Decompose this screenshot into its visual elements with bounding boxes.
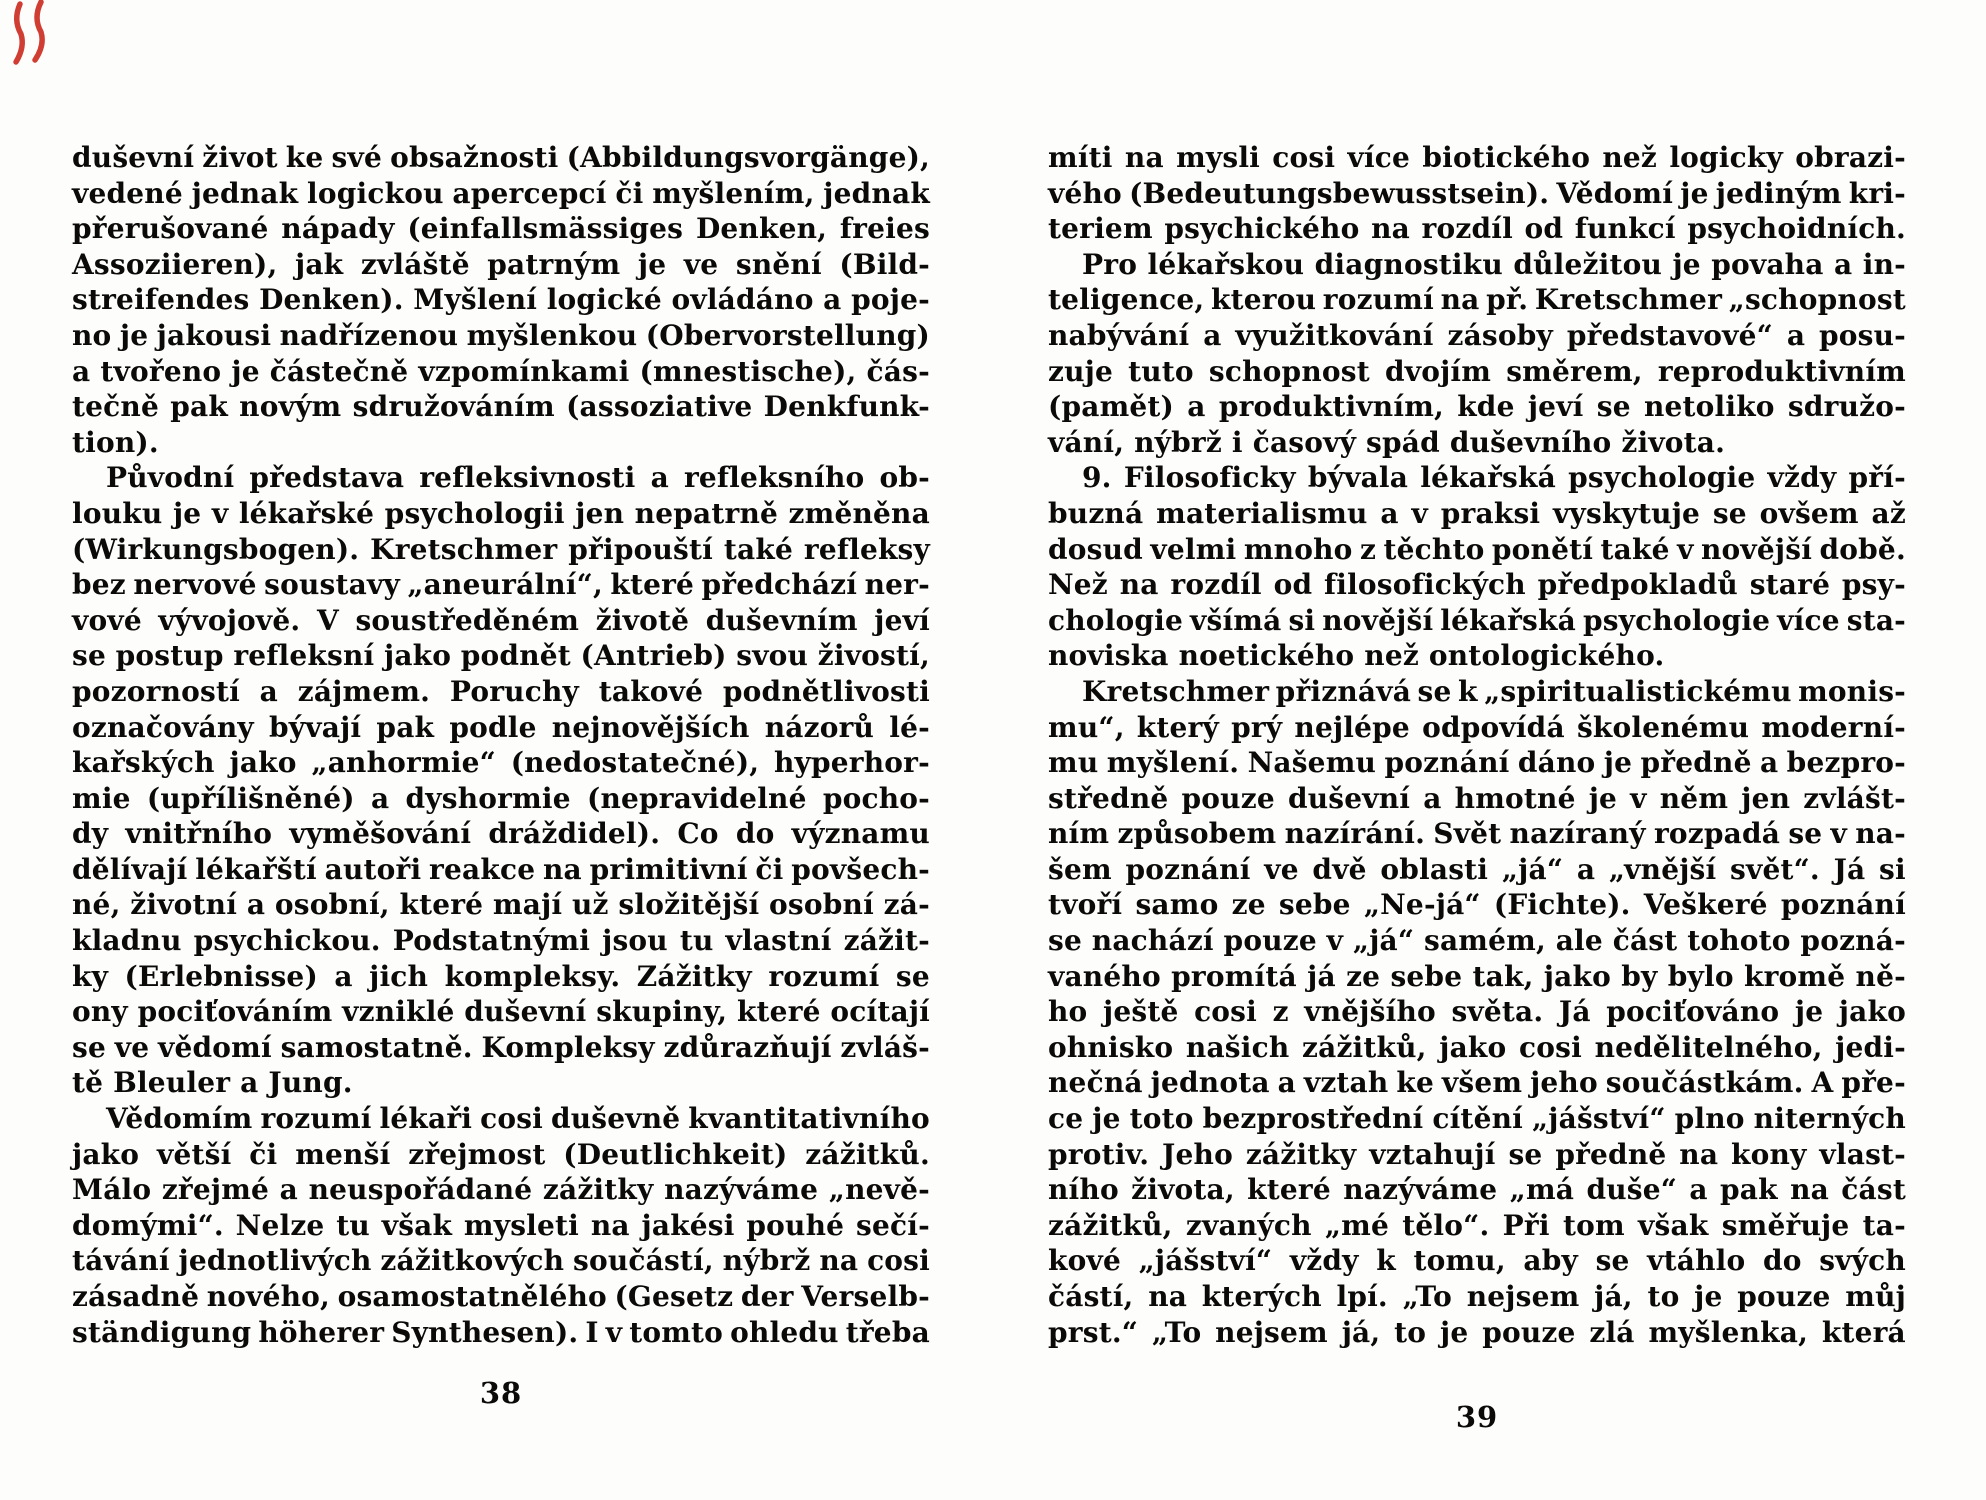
text-line: vého (Bedeutungsbewusstsein). Vědomí je jediným kri-: [1048, 176, 1906, 210]
text-line: Pro lékařskou diagnostiku důležitou je povaha a in-: [1082, 247, 1906, 281]
text-line: noviska noetického než ontologického.: [1048, 639, 1665, 673]
text-line: Než na rozdíl od filosofických předpokladů staré psy-: [1048, 568, 1906, 602]
text-line: středně pouze duševní a hmotné je v něm jen zvlášt-: [1048, 781, 1906, 815]
text-line: (Wirkungsbogen). Kretschmer připouští také refleksy: [72, 532, 930, 566]
text-line: prst.“ „To nejsem já, to je pouze zlá myšlenka, která: [1048, 1315, 1906, 1349]
text-line: označovány bývají pak podle nejnovějších názorů lé-: [72, 710, 930, 744]
text-line: míti na mysli cosi více biotického než logicky obrazi-: [1048, 141, 1906, 174]
page-left: [72, 140, 930, 1350]
text-line: 9. Filosoficky bývala lékařská psychologie vždy pří-: [1082, 461, 1906, 495]
text-line: ního života, které nazýváme „má duše“ a pak na část: [1048, 1173, 1906, 1207]
text-line: se ve vědomí samostatně. Kompleksy zdůrazňují zvláš-: [72, 1030, 930, 1064]
text-line: buzná materialismu a v praksi vyskytuje se ovšem až: [1048, 496, 1906, 530]
text-line: pozorností a zájmem. Poruchy takové podnětlivosti: [72, 674, 930, 708]
text-line: ony pociťováním vzniklé duševní skupiny, které ocítají: [72, 995, 930, 1029]
text-line: se nachází pouze v „já“ samém, ale část tohoto pozná-: [1048, 924, 1906, 958]
page-text: [1048, 140, 1906, 1350]
text-line: ohnisko našich zážitků, jako cosi nedělitelného, jedi-: [1048, 1030, 1906, 1064]
text-line: protiv. Jeho zážitky vztahují se předně na kony vlast-: [1048, 1137, 1906, 1171]
text-line: teriem psychického na rozdíl od funkcí psychoidních.: [1048, 212, 1906, 246]
text-line: tečně pak novým sdružováním (assoziative Denkfunk-: [72, 390, 930, 424]
text-line: ho ještě cosi z vnějšího světa. Já pociťováno je jako: [1048, 995, 1906, 1029]
page-number: 39: [1455, 1400, 1499, 1434]
text-line: távání jednotlivých zážitkových součástí, nýbrž na cosi: [72, 1244, 930, 1278]
text-line: no je jakousi nadřízenou myšlenkou (Obervorstellung): [72, 318, 930, 352]
text-line: zásadně nového, osamostatnělého (Gesetz der Verselb-: [72, 1280, 930, 1313]
text-line: mie (upřílišněné) a dyshormie (nepravidelné pocho-: [72, 781, 930, 815]
text-line: a tvořeno je částečně vzpomínkami (mnestische), čás-: [72, 354, 930, 388]
text-line: chologie všímá si novější lékařská psychologie více sta-: [1048, 603, 1906, 637]
text-line: přerušované nápady (einfallsmässiges Denken, freies: [72, 212, 930, 246]
red-pen-stroke: [35, 2, 42, 60]
text-line: Původní představa refleksivnosti a refleksního ob-: [106, 461, 930, 495]
page-text: [72, 140, 930, 1350]
text-line: částí, na kterých lpí. „To nejsem já, to je pouze můj: [1048, 1280, 1906, 1313]
text-line: tion).: [72, 425, 159, 459]
text-line: tě Bleuler a Jung.: [72, 1066, 353, 1100]
text-line: dělívají lékařští autoři reakce na primitivní či povšech-: [72, 852, 930, 886]
text-line: ce je toto bezprostřední cítění „jášství“ plno niterných: [1048, 1102, 1906, 1136]
text-line: vové vývojově. V soustředěném životě duševním jeví: [72, 603, 930, 637]
text-line: domými“. Nelze tu však mysleti na jakési pouhé sečí-: [72, 1208, 930, 1242]
text-line: ky (Erlebnisse) a jich kompleksy. Zážitky rozumí se: [72, 959, 930, 993]
text-line: kladnu psychickou. Podstatnými jsou tu vlastní zážit-: [72, 924, 930, 958]
text-line: dosud velmi mnoho z těchto ponětí také v novější době.: [1048, 532, 1906, 566]
text-line: dy vnitřního vyměšování dráždidel). Co do významu: [72, 817, 930, 851]
text-line: kové „jášství“ vždy k tomu, aby se vtáhlo do svých: [1048, 1244, 1906, 1278]
red-pen-mark-icon: [8, 0, 52, 74]
page-right: [1048, 140, 1906, 1350]
text-line: jako větší či menší zřejmost (Deutlichkeit) zážitků.: [72, 1137, 930, 1171]
text-line: louku je v lékařské psychologii jen nepatrně změněna: [72, 496, 930, 530]
text-line: nabývání a využitkování zásoby představové“ a posu-: [1048, 318, 1906, 352]
text-line: zážitků, zvaných „mé tělo“. Při tom však směřuje ta-: [1048, 1208, 1906, 1242]
text-line: bez nervové soustavy „aneurální“, které předchází ner-: [72, 568, 930, 602]
text-line: tvoří samo ze sebe „Ne-já“ (Fichte). Veškeré poznání: [1048, 888, 1906, 922]
text-line: vedené jednak logickou apercepcí či myšlením, jednak: [72, 176, 930, 210]
text-line: Vědomím rozumí lékaři cosi duševně kvantitativního: [106, 1102, 930, 1136]
text-line: né, životní a osobní, které mají už složitější osobní zá-: [72, 888, 930, 922]
text-line: ním způsobem nazírání. Svět nazíraný rozpadá se v na-: [1048, 817, 1906, 851]
page-number: 38: [479, 1376, 523, 1410]
red-pen-stroke: [16, 4, 22, 62]
text-line: vaného promítá já ze sebe tak, jako by bylo kromě ně-: [1048, 959, 1906, 993]
text-line: ständigung höherer Synthesen). I v tomto ohledu třeba: [72, 1315, 930, 1349]
text-line: nečná jednota a vztah ke všem jeho součástkám. A pře-: [1048, 1066, 1906, 1100]
text-line: mu myšlení. Našemu poznání dáno je předně a bezpro-: [1048, 746, 1906, 780]
text-line: kařských jako „anhormie“ (nedostatečné), hyperhor-: [72, 746, 930, 780]
text-line: duševní život ke své obsažnosti (Abbildungsvorgänge),: [72, 141, 930, 174]
text-line: se postup refleksní jako podnět (Antrieb) svou živostí,: [72, 639, 930, 673]
text-line: vání, nýbrž i časový spád duševního života.: [1048, 425, 1726, 459]
text-line: Málo zřejmé a neuspořádané zážitky nazýváme „nevě-: [72, 1173, 930, 1207]
text-line: mu“, který prý nejlépe odpovídá školenému moderní-: [1048, 710, 1906, 744]
text-line: šem poznání ve dvě oblasti „já“ a „vnější svět“. Já si: [1048, 852, 1906, 886]
text-line: streifendes Denken). Myšlení logické ovládáno a poje-: [72, 283, 930, 317]
text-line: (pamět) a produktivním, kde jeví se netoliko sdružo-: [1048, 390, 1906, 424]
text-line: Assoziieren), jak zvláště patrným je ve snění (Bild-: [72, 247, 930, 281]
text-line: zuje tuto schopnost dvojím směrem, reproduktivním: [1048, 354, 1906, 388]
text-line: Kretschmer přiznává se k „spiritualistickému monis-: [1082, 674, 1906, 708]
text-line: teligence, kterou rozumí na př. Kretschmer „schopnost: [1048, 283, 1906, 317]
